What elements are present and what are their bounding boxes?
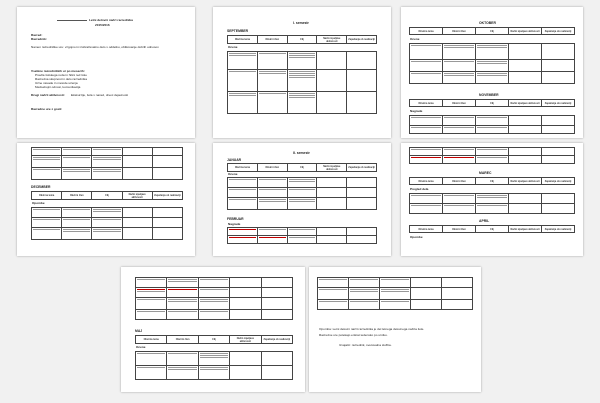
- plan-table: [227, 35, 377, 44]
- row-label: Ocene: [410, 37, 420, 41]
- note-line: Razredne ure potekajo enkrat tedensko po urniku.: [319, 333, 388, 337]
- page-4: [17, 143, 195, 256]
- col-header: Cilj: [198, 336, 229, 344]
- col-header: Zapažanja ob realizaciji: [347, 164, 377, 172]
- month-heading: SEPTEMBER: [227, 29, 249, 33]
- page-2: [213, 7, 391, 138]
- plan-table: [135, 277, 293, 320]
- row-label: Nagrade: [410, 109, 423, 113]
- col-header: Cilj: [476, 226, 509, 233]
- plan-table: [409, 115, 575, 134]
- plan-table: [409, 99, 575, 107]
- row-label: Opombe: [410, 235, 423, 239]
- row-label: Ocene: [228, 45, 238, 49]
- row-label: Ocene: [136, 345, 146, 349]
- guests-label: Razredne ure z gosti:: [31, 107, 63, 111]
- bullet-item: Pravila šolskega reda in hišni red šole: [35, 73, 87, 77]
- plan-table: [409, 43, 575, 84]
- col-header: Okvirna tema: [410, 226, 443, 233]
- col-header: Okvirna tema: [410, 100, 443, 107]
- col-header: Način izpeljave aktivnosti: [122, 192, 152, 200]
- plan-table: [409, 147, 575, 164]
- month-heading: OKTOBER: [479, 21, 496, 25]
- page-6: [401, 143, 583, 256]
- month-heading: MAJ: [135, 329, 143, 333]
- col-header: Način izpeljave aktivnosti: [230, 336, 261, 344]
- col-header: Način izpeljave aktivnosti: [317, 164, 347, 172]
- school-year: 2015/2016: [95, 23, 110, 27]
- col-header: Zapažanja ob realizaciji: [542, 178, 575, 185]
- intro-text: Namen razredniške ure: vzgojno in izobraževalno delo v oddelku, oblikovanje dobrih odnosov: [31, 45, 159, 49]
- plan-table: [227, 177, 377, 210]
- plan-table: [227, 227, 377, 244]
- col-header: Okvirni člen: [443, 178, 476, 185]
- page-7: [121, 267, 305, 392]
- plan-table: [31, 191, 183, 200]
- plan-table: [135, 351, 293, 380]
- month-heading: APRIL: [479, 219, 490, 223]
- page-8: [309, 267, 481, 392]
- col-header: Okvirni člen: [443, 226, 476, 233]
- note-line: Opomba: Letni delovni načrt razrednika je del letnega delovnega načrta šole.: [319, 327, 425, 331]
- col-header: Cilj: [476, 28, 509, 35]
- teacher-label: Razrednik:: [31, 37, 47, 41]
- bullet-item: Medsebojni odnosi, komunikacija: [35, 85, 81, 89]
- doc-title: Letni delovni načrt razrednika: [89, 18, 133, 22]
- semester-title: I. semestr: [293, 21, 309, 25]
- row-label: Ocene: [228, 172, 238, 176]
- col-header: Cilj: [476, 100, 509, 107]
- plan-table: [31, 147, 183, 180]
- col-header: Okvirni člen: [443, 100, 476, 107]
- month-heading: NOVEMBER: [479, 93, 499, 97]
- page-5: [213, 143, 391, 256]
- plan-table: [409, 193, 575, 214]
- col-header: Cilj: [92, 192, 122, 200]
- col-header: Okvirna tema: [32, 192, 62, 200]
- col-header: Okvirni člen: [167, 336, 198, 344]
- row-label: Opombe: [32, 201, 45, 205]
- col-header: Cilj: [476, 178, 509, 185]
- col-header: Zapažanja ob realizaciji: [542, 28, 575, 35]
- plan-table: [409, 177, 575, 185]
- col-header: Zapažanja ob realizaciji: [542, 226, 575, 233]
- col-header: Okvirna tema: [136, 336, 167, 344]
- class-label: Razred:: [31, 33, 43, 37]
- plan-table: [317, 277, 473, 310]
- col-header: Način izpeljave aktivnosti: [509, 178, 542, 185]
- other-plans-text: Ekskurzije, šola v naravi, dnevi dejavnosti: [71, 93, 129, 97]
- plan-table: [227, 51, 377, 114]
- plan-table: [227, 163, 377, 172]
- bullet-item: Razredna skupnost in delo razrednika: [35, 77, 87, 81]
- plan-table: [409, 27, 575, 35]
- col-header: Okvirna tema: [410, 28, 443, 35]
- col-header: Način izpeljave aktivnosti: [317, 36, 347, 44]
- contents-heading: Vsebine razredniških ur po mesecih:: [31, 69, 85, 73]
- row-label: Pregled dela: [410, 187, 429, 191]
- col-header: Način izpeljave aktivnosti: [509, 226, 542, 233]
- col-header: Okvirni člen: [257, 36, 287, 44]
- month-heading: FEBRUAR: [227, 217, 244, 221]
- other-plans: Drugi načrti aktivnosti:: [31, 93, 65, 97]
- plan-table: [31, 207, 183, 240]
- col-header: Zapažanja ob realizaciji: [347, 36, 377, 44]
- col-header: Okvirna tema: [228, 36, 258, 44]
- col-header: Cilj: [287, 36, 317, 44]
- col-header: Zapažanja ob realizaciji: [261, 336, 292, 344]
- row-label: Nagrade: [228, 222, 241, 226]
- col-header: Zapažanja ob realizaciji: [542, 100, 575, 107]
- col-header: Zapažanja ob realizaciji: [152, 192, 182, 200]
- month-heading: JANUAR: [227, 158, 242, 162]
- month-heading: MAREC: [479, 171, 492, 175]
- col-header: Okvirni člen: [257, 164, 287, 172]
- col-header: Okvirni člen: [443, 28, 476, 35]
- col-header: Okvirni člen: [62, 192, 92, 200]
- page-1: [17, 7, 195, 138]
- col-header: Način izpeljave aktivnosti: [509, 28, 542, 35]
- underline: [57, 20, 87, 21]
- col-header: Okvirna tema: [228, 164, 258, 172]
- bullet-item: Učne navade in metode učenja: [35, 81, 78, 85]
- col-header: Način izpeljave aktivnosti: [509, 100, 542, 107]
- page-3: [401, 7, 583, 138]
- note-line: Izvajalci: razrednik, svetovalna služba.: [339, 343, 392, 347]
- semester-title: II. semestr: [293, 151, 310, 155]
- plan-table: [409, 225, 575, 233]
- month-heading: DECEMBER: [31, 185, 51, 189]
- plan-table: [135, 335, 293, 344]
- col-header: Cilj: [287, 164, 317, 172]
- col-header: Okvirna tema: [410, 178, 443, 185]
